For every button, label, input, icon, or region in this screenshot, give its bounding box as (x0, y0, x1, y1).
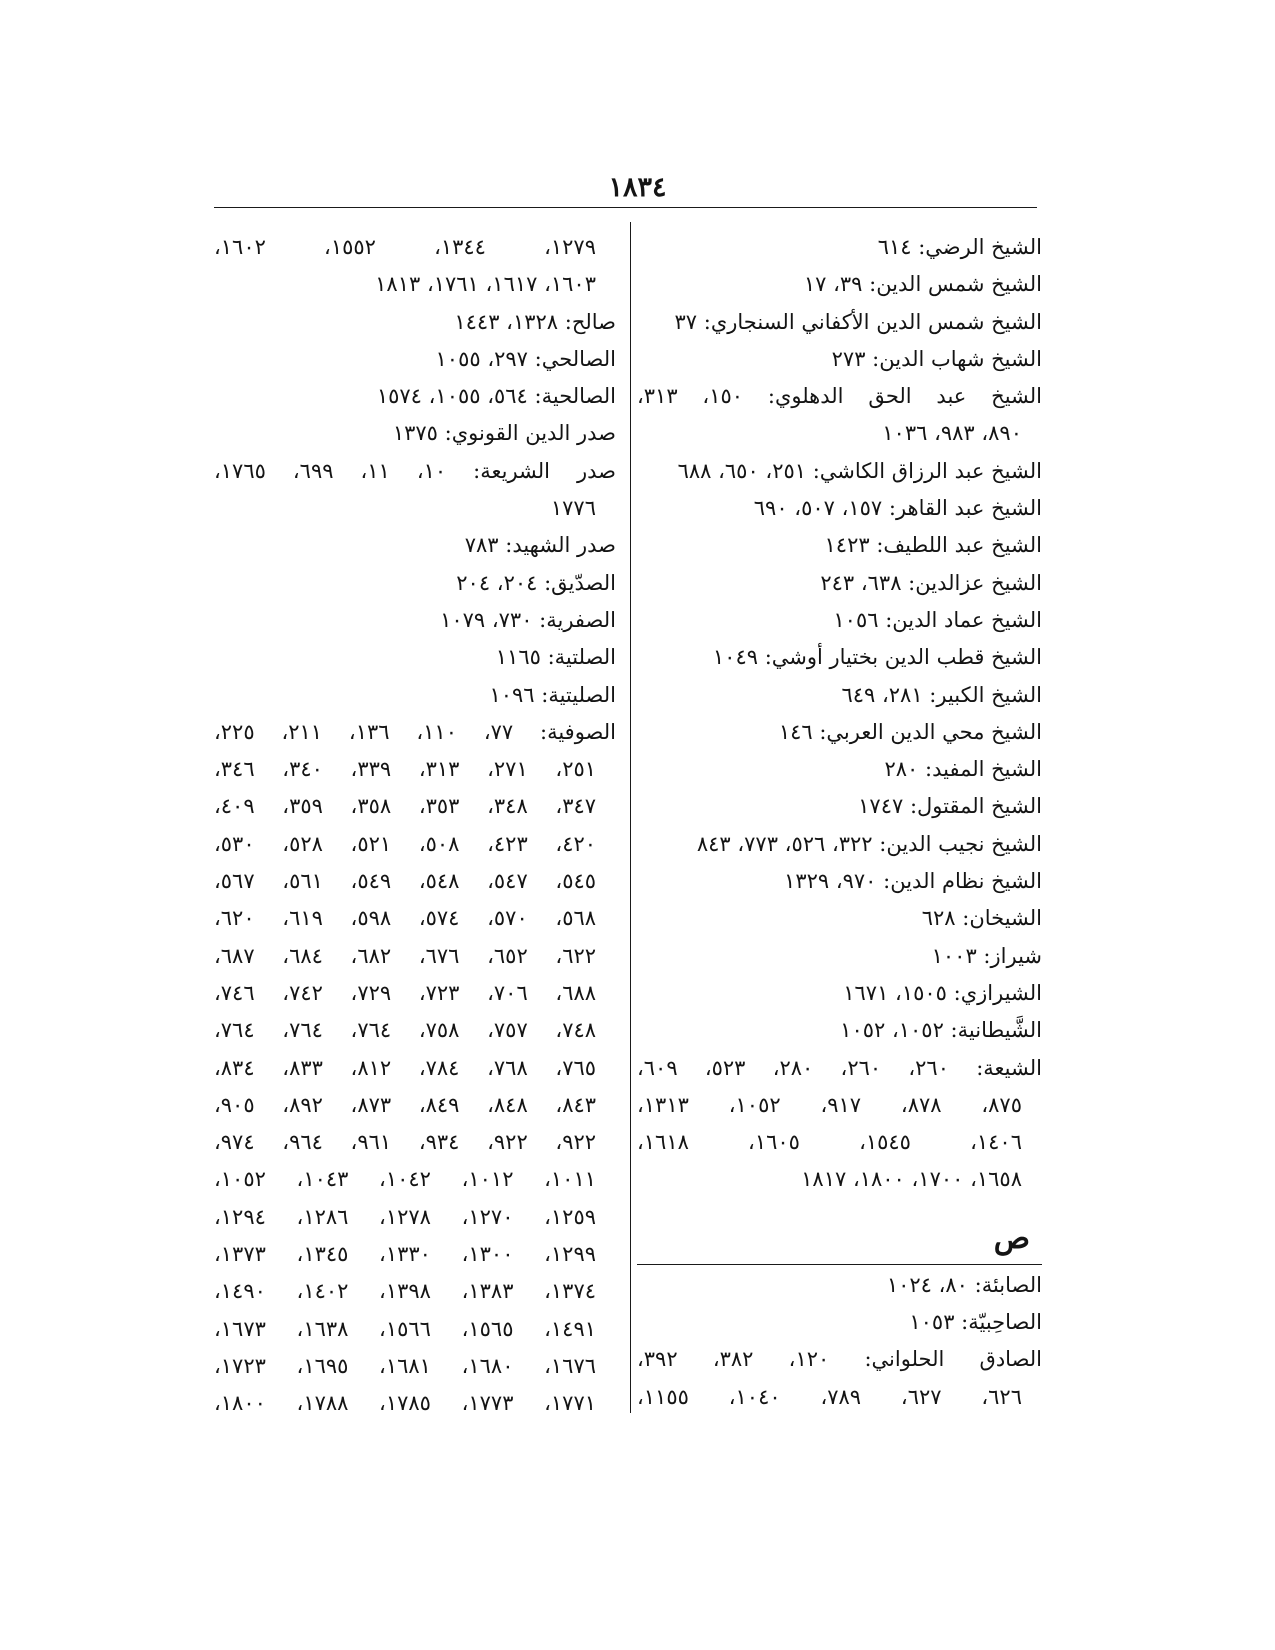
index-entry: الشيخ المفيد: ٢٨٠ (884, 757, 1042, 782)
index-entry-continuation: ٨٧٥، ٨٧٨، ٩١٧، ١٠٥٢، ١٣١٣، (637, 1092, 1022, 1117)
index-entry: الصلتية: ١١٦٥ (495, 645, 616, 670)
index-entry-continuation: ١٧٧٦ (550, 496, 596, 521)
section-header (637, 1215, 1042, 1265)
index-entry-continuation: ١٢٧٩، ١٣٤٤، ١٥٥٢، ١٦٠٢، (214, 235, 596, 259)
index-entry: الصابئة: ٨٠، ١٠٢٤ (886, 1272, 1042, 1297)
right-column-entries (637, 229, 1042, 1199)
index-entry-continuation: ٥٤٥، ٥٤٧، ٥٤٨، ٥٤٩، ٥٦١، ٥٦٧، (214, 869, 597, 894)
index-entry: الشيخ شمس الدين الأكفاني السنجاري: ٣٧ (674, 309, 1042, 334)
index-entry-continuation: ٢٥١، ٢٧١، ٣١٣، ٣٣٩، ٣٤٠، ٣٤٦، (214, 757, 597, 782)
index-entry-continuation: ٣٤٧، ٣٤٨، ٣٥٣، ٣٥٨، ٣٥٩، ٤٠٩، (214, 794, 597, 819)
index-entry: الشيخ نجيب الدين: ٣٢٢، ٥٢٦، ٧٧٣، ٨٤٣ (696, 831, 1042, 856)
index-entry: الصالحي: ٢٩٧، ١٠٥٥ (435, 346, 616, 371)
left-column (214, 229, 616, 1423)
index-entry: الشيخ محي الدين العربي: ١٤٦ (778, 719, 1042, 744)
index-entry: شيراز: ١٠٠٣ (931, 943, 1042, 968)
index-entry: الشيخ عبد القاهر: ١٥٧، ٥٠٧، ٦٩٠ (753, 496, 1042, 521)
index-entry-continuation: ١٦٠٣، ١٦١٧، ١٧٦١، ١٨١٣ (375, 272, 596, 297)
left-column-entries (214, 229, 616, 1423)
index-entry: الشيخ عماد الدين: ١٠٥٦ (833, 607, 1042, 632)
index-entry: صدر الدين القونوي: ١٣٧٥ (392, 421, 616, 446)
index-entry: الصادق الحلواني: ١٢٠، ٣٨٢، ٣٩٢، (637, 1347, 1042, 1372)
index-entry-continuation: ١٣٧٤، ١٣٨٣، ١٣٩٨، ١٤٠٢، ١٤٩٠، (214, 1279, 597, 1304)
index-entry-continuation: ٥٦٨، ٥٧٠، ٥٧٤، ٥٩٨، ٦١٩، ٦٢٠، (214, 906, 597, 931)
index-entry-continuation: ٨٩٠، ٩٨٣، ١٠٣٦ (882, 421, 1022, 446)
index-entry-continuation: ٨٤٣، ٨٤٨، ٨٤٩، ٨٧٣، ٨٩٢، ٩٠٥، (214, 1092, 597, 1117)
index-entry: الصوفية: ٧٧، ١١٠، ١٣٦، ٢١١، ٢٢٥، (214, 719, 616, 744)
index-entry: الشيخ نظام الدين: ٩٧٠، ١٣٢٩ (784, 869, 1042, 894)
column-divider (630, 222, 631, 1413)
index-entry-continuation: ١٢٩٩، ١٣٠٠، ١٣٣٠، ١٣٤٥، ١٣٧٣، (214, 1242, 597, 1267)
index-entry: الصفرية: ٧٣٠، ١٠٧٩ (440, 607, 616, 632)
index-entry-continuation: ١٢٥٩، ١٢٧٠، ١٢٧٨، ١٢٨٦، ١٢٩٤، (214, 1204, 597, 1229)
header-rule (214, 207, 1037, 208)
page-number: ١٨٣٤ (608, 172, 667, 203)
index-entry: الشيخ الكبير: ٢٨١، ٦٤٩ (841, 682, 1042, 707)
index-entry: الشيخ الرضي: ٦١٤ (877, 235, 1042, 259)
index-entry-continuation: ١٦٥٨، ١٧٠٠، ١٨٠٠، ١٨١٧ (801, 1167, 1022, 1192)
index-entry-continuation: ١٠١١، ١٠١٢، ١٠٤٢، ١٠٤٣، ١٠٥٢، (214, 1167, 597, 1192)
index-entry: الصدّيق: ٢٠٤، ٢٠٤ (456, 570, 616, 595)
index-entry: الشيخ شهاب الدين: ٢٧٣ (831, 346, 1042, 371)
index-entry-continuation: ٧٦٥، ٧٦٨، ٧٨٤، ٨١٢، ٨٣٣، ٨٣٤، (214, 1055, 597, 1080)
index-entry: الشيعة: ٢٦٠، ٢٦٠، ٢٨٠، ٥٢٣، ٦٠٩، (637, 1055, 1042, 1080)
index-entry: الشيخان: ٦٢٨ (921, 906, 1042, 931)
index-entry-continuation: ٩٢٢، ٩٢٢، ٩٣٤، ٩٦١، ٩٦٤، ٩٧٤، (214, 1130, 597, 1155)
index-entry: صدر الشهيد: ٧٨٣ (464, 533, 616, 558)
index-entry-continuation: ١٧٧١، ١٧٧٣، ١٧٨٥، ١٧٨٨، ١٨٠٠، (214, 1391, 597, 1416)
right-column (637, 229, 1042, 1416)
index-entry: الشيخ شمس الدين: ٣٩، ١٧ (803, 272, 1042, 297)
index-entry: الشيخ قطب الدين بختيار أوشي: ١٠٤٩ (712, 645, 1042, 670)
index-entry-continuation: ١٤٠٦، ١٥٤٥، ١٦٠٥، ١٦١٨، (637, 1130, 1022, 1155)
index-entry-continuation: ٦٢٦، ٦٢٧، ٧٨٩، ١٠٤٠، ١١٥٥، (637, 1384, 1022, 1409)
index-entry: الصالحية: ٥٦٤، ١٠٥٥، ١٥٧٤ (376, 384, 616, 409)
section-entries (637, 1267, 1042, 1416)
index-entry: الشيخ عبد الرزاق الكاشي: ٢٥١، ٦٥٠، ٦٨٨ (677, 458, 1042, 483)
section-rule (637, 1264, 1042, 1265)
index-entry: الشيخ المقتول: ١٧٤٧ (858, 794, 1042, 819)
index-entry: الصليتية: ١٠٩٦ (489, 682, 616, 707)
section-letter: ص (993, 1220, 1030, 1256)
index-entry: الصاحِبيّة: ١٠٥٣ (909, 1310, 1042, 1335)
index-entry: صدر الشريعة: ١٠، ١١، ٦٩٩، ١٧٦٥، (214, 458, 616, 483)
index-entry-continuation: ٧٤٨، ٧٥٧، ٧٥٨، ٧٦٤، ٧٦٤، ٧٦٤، (214, 1018, 597, 1043)
index-entry-continuation: ١٦٧٦، ١٦٨٠، ١٦٨١، ١٦٩٥، ١٧٢٣، (214, 1353, 597, 1378)
index-entry: الشيرازي: ١٥٠٥، ١٦٧١ (843, 980, 1042, 1005)
index-entry: الشيخ عزالدين: ٦٣٨، ٢٤٣ (820, 570, 1042, 595)
index-entry: صالح: ١٣٢٨، ١٤٤٣ (454, 309, 616, 334)
index-entry-continuation: ١٤٩١، ١٥٦٥، ١٥٦٦، ١٦٣٨، ١٦٧٣، (214, 1316, 597, 1341)
index-entry-continuation: ٦٢٢، ٦٥٢، ٦٧٦، ٦٨٢، ٦٨٤، ٦٨٧، (214, 943, 597, 968)
index-entry-continuation: ٤٢٠، ٤٢٣، ٥٠٨، ٥٢١، ٥٢٨، ٥٣٠، (214, 831, 597, 856)
index-entry: الشيخ عبد الحق الدهلوي: ١٥٠، ٣١٣، (637, 384, 1042, 409)
index-entry-continuation: ٦٨٨، ٧٠٦، ٧٢٣، ٧٢٩، ٧٤٢، ٧٤٦، (214, 980, 597, 1005)
index-entry: الشيخ عبد اللطيف: ١٤٢٣ (824, 533, 1042, 558)
index-entry: الشَّيطانية: ١٠٥٢، ١٠٥٢ (840, 1018, 1042, 1043)
